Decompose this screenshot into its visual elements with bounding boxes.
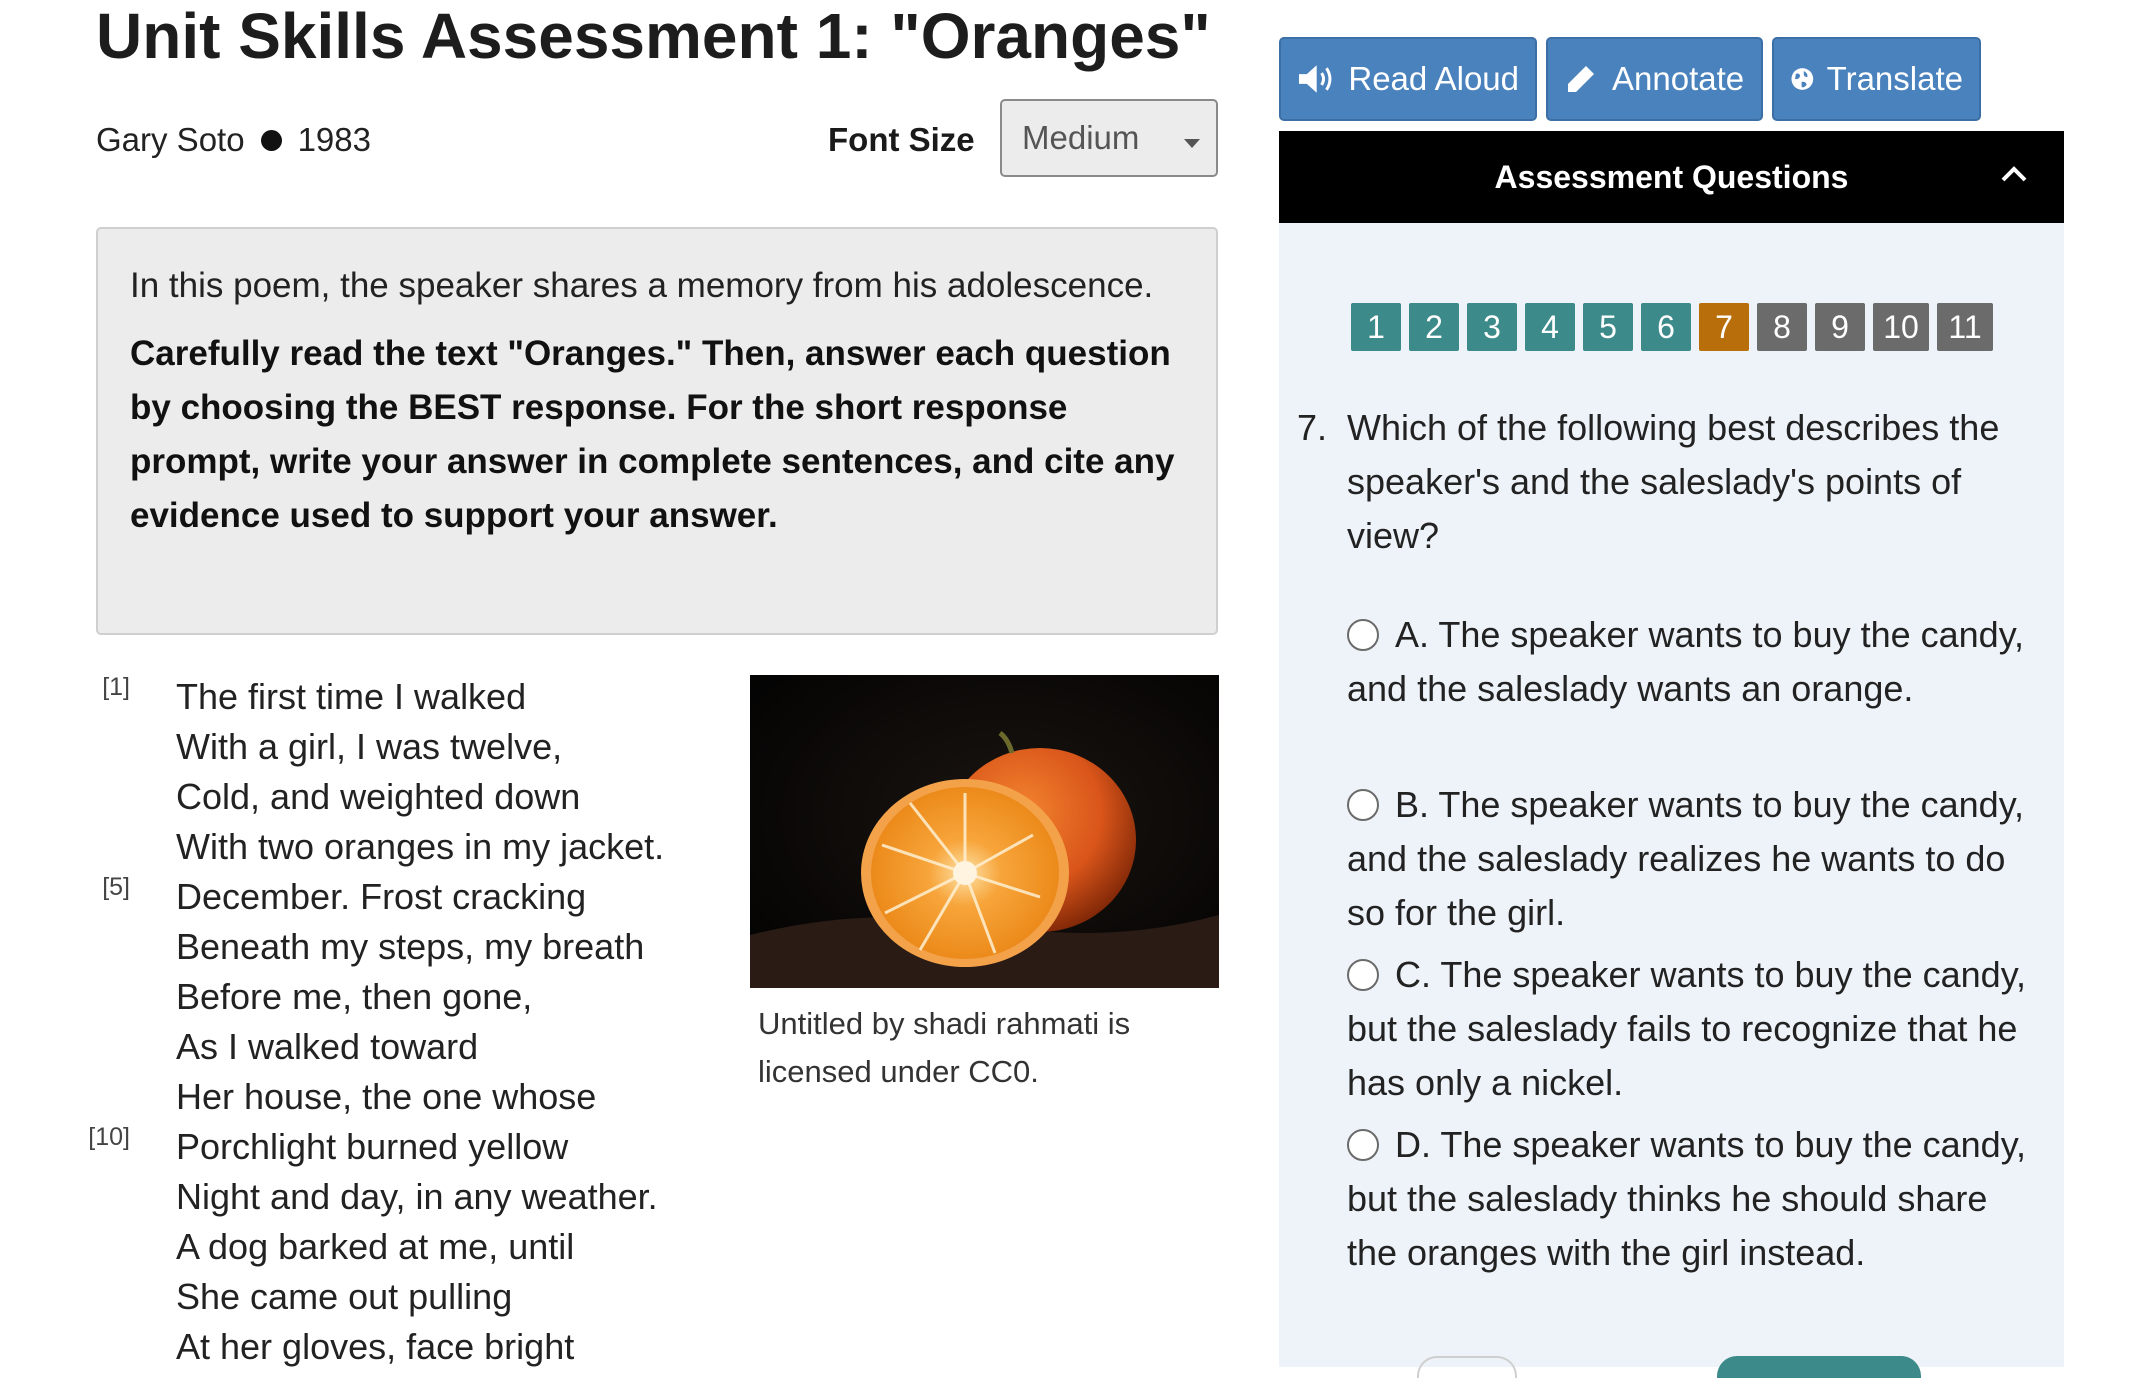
poem-line bbox=[80, 822, 720, 872]
line-number: [5] bbox=[102, 873, 130, 901]
bullet-dot bbox=[261, 130, 282, 151]
assessment-panel-header[interactable] bbox=[1279, 131, 2064, 223]
poem-line bbox=[80, 672, 720, 722]
poem-line bbox=[80, 722, 720, 772]
question-page-1[interactable]: 1 bbox=[1351, 303, 1401, 351]
radio-button[interactable] bbox=[1347, 789, 1379, 821]
globe-icon bbox=[1790, 62, 1815, 96]
question-page-8[interactable]: 8 bbox=[1757, 303, 1807, 351]
oranges-photo bbox=[750, 675, 1219, 988]
translate-button[interactable] bbox=[1772, 37, 1981, 121]
annotate-button[interactable] bbox=[1546, 37, 1763, 121]
question-pager bbox=[1351, 303, 1993, 351]
speaker-icon bbox=[1297, 62, 1336, 96]
question-page-10[interactable]: 10 bbox=[1873, 303, 1929, 351]
annotate-label: Annotate bbox=[1612, 60, 1745, 97]
poem-line-text: At her gloves, face bright bbox=[176, 1326, 575, 1367]
poem-line-text: Cold, and weighted down bbox=[176, 776, 581, 817]
font-size-value: Medium bbox=[1022, 119, 1140, 156]
byline bbox=[96, 118, 371, 162]
next-button-edge[interactable] bbox=[1717, 1356, 1921, 1378]
intro-text: In this poem, the speaker shares a memory from his adolescence. bbox=[130, 266, 1154, 305]
poem-line-text: The first time I walked bbox=[176, 676, 527, 717]
answer-option-text: D. The speaker wants to buy the candy, but the saleslady thinks he should share the oranges with the girl instead. bbox=[1347, 1124, 2027, 1273]
poem-line-text: With a girl, I was twelve, bbox=[176, 726, 563, 767]
question-page-4[interactable]: 4 bbox=[1525, 303, 1575, 351]
question-page-7[interactable]: 7 bbox=[1699, 303, 1749, 351]
read-aloud-label: Read Aloud bbox=[1348, 60, 1519, 97]
poem-line bbox=[80, 1272, 720, 1322]
question-page-2[interactable]: 2 bbox=[1409, 303, 1459, 351]
poem-line bbox=[80, 1022, 720, 1072]
poem-line bbox=[80, 1122, 720, 1172]
poem-line-text: A dog barked at me, until bbox=[176, 1226, 575, 1267]
poem-line-text: Porchlight burned yellow bbox=[176, 1126, 569, 1167]
poem-line bbox=[80, 1172, 720, 1222]
intro-box bbox=[96, 227, 1218, 635]
panel-title: Assessment Questions bbox=[1494, 158, 1849, 195]
author-name: Gary Soto bbox=[96, 121, 245, 158]
assessment-panel bbox=[1279, 223, 2064, 1367]
caret-down-icon bbox=[1184, 139, 1200, 148]
image-caption: Untitled by shadi rahmati is licensed under CC0. bbox=[758, 1006, 1131, 1089]
question-text: Which of the following best describes the speaker's and the saleslady's points of view? bbox=[1347, 407, 2000, 556]
answer-option-text: C. The speaker wants to buy the candy, but the saleslady fails to recognize that he has only a nickel. bbox=[1347, 954, 2027, 1103]
poem-line bbox=[80, 1322, 720, 1372]
poem-line-text: Her house, the one whose bbox=[176, 1076, 597, 1117]
read-aloud-button[interactable] bbox=[1279, 37, 1537, 121]
question-number: 7. bbox=[1297, 407, 1328, 448]
poem-line-text: Beneath my steps, my breath bbox=[176, 926, 645, 967]
radio-button[interactable] bbox=[1347, 1129, 1379, 1161]
translate-label: Translate bbox=[1826, 60, 1963, 97]
page-title: Unit Skills Assessment 1: "Oranges" bbox=[96, 0, 1211, 72]
question bbox=[1297, 401, 2037, 563]
font-size-select[interactable] bbox=[1000, 99, 1218, 177]
radio-button[interactable] bbox=[1347, 619, 1379, 651]
question-page-3[interactable]: 3 bbox=[1467, 303, 1517, 351]
poem-line-text: December. Frost cracking bbox=[176, 876, 587, 917]
publication-year: 1983 bbox=[297, 121, 371, 158]
answer-option[interactable] bbox=[1347, 948, 2037, 1110]
answer-option[interactable] bbox=[1347, 608, 2037, 716]
poem-line bbox=[80, 972, 720, 1022]
answer-option[interactable] bbox=[1347, 778, 2037, 940]
line-number: [10] bbox=[88, 1123, 130, 1151]
back-button-edge[interactable] bbox=[1417, 1356, 1517, 1378]
question-page-11[interactable]: 11 bbox=[1937, 303, 1993, 351]
line-number: [1] bbox=[102, 673, 130, 701]
poem-line-text: With two oranges in my jacket. bbox=[176, 826, 665, 867]
pen-icon bbox=[1564, 62, 1600, 96]
poem-line-text: Before me, then gone, bbox=[176, 976, 533, 1017]
chevron-up-icon[interactable] bbox=[2000, 165, 2028, 183]
answer-option-text: B. The speaker wants to buy the candy, and the saleslady realizes he wants to do so for the girl. bbox=[1347, 784, 2025, 933]
poem-text bbox=[80, 672, 720, 1372]
question-page-9[interactable]: 9 bbox=[1815, 303, 1865, 351]
question-page-5[interactable]: 5 bbox=[1583, 303, 1633, 351]
poem-line-text: As I walked toward bbox=[176, 1026, 479, 1067]
instructions-text: Carefully read the text "Oranges." Then, answer each question by choosing the BEST response. For the short response prompt, write your answer in complete sentences, and cite any evidence used to support your answer. bbox=[130, 334, 1175, 535]
poem-line bbox=[80, 772, 720, 822]
oranges-image bbox=[750, 675, 1219, 988]
answer-option[interactable] bbox=[1347, 1118, 2037, 1280]
question-page-6[interactable]: 6 bbox=[1641, 303, 1691, 351]
poem-line bbox=[80, 872, 720, 922]
poem-line-text: Night and day, in any weather. bbox=[176, 1176, 658, 1217]
poem-line bbox=[80, 1072, 720, 1122]
poem-line-text: She came out pulling bbox=[176, 1276, 513, 1317]
font-size-label: Font Size bbox=[828, 121, 975, 158]
poem-line bbox=[80, 922, 720, 972]
radio-button[interactable] bbox=[1347, 959, 1379, 991]
answer-option-text: A. The speaker wants to buy the candy, and the saleslady wants an orange. bbox=[1347, 614, 2025, 709]
poem-line bbox=[80, 1222, 720, 1272]
